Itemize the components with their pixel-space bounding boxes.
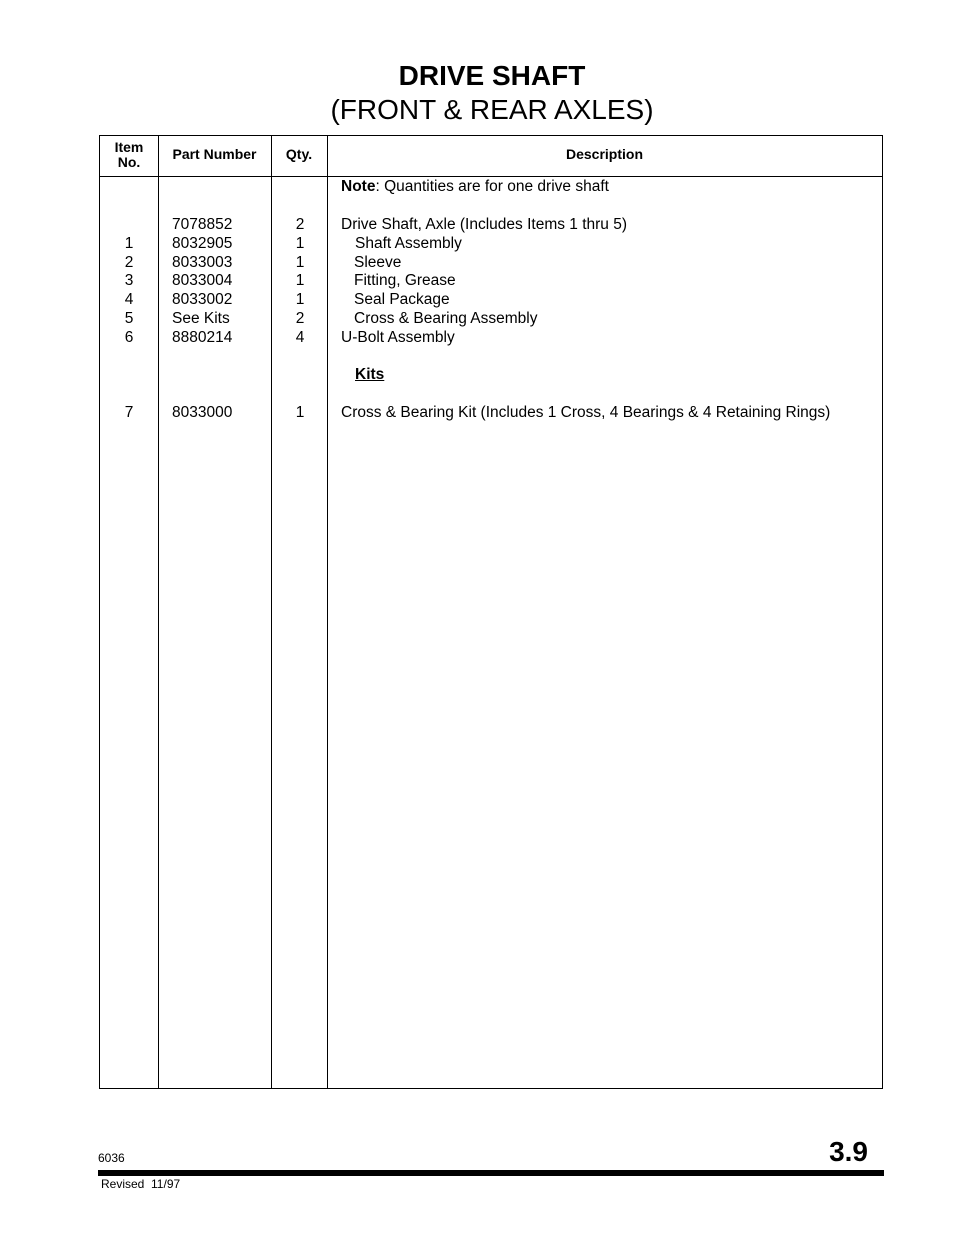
header-divider: [100, 176, 882, 177]
row-description: Sleeve: [354, 253, 402, 271]
row-qty: 1: [295, 234, 305, 252]
row-description: Seal Package: [354, 291, 450, 309]
column-divider: [158, 136, 159, 1088]
row-item-no: 6: [124, 328, 134, 346]
row-qty: 1: [295, 272, 305, 290]
row-item-no: 2: [124, 253, 134, 271]
row-part-number: See Kits: [172, 310, 230, 327]
kit-row-qty: 1: [295, 403, 305, 421]
row-part-number: 8033004: [172, 272, 233, 290]
note-label: Note: [341, 178, 376, 195]
row-item-no: 4: [124, 291, 134, 309]
header-qty: Qty.: [285, 146, 313, 162]
header-item-line2: No.: [117, 154, 141, 170]
row-description: Drive Shaft, Axle (Includes Items 1 thru 5): [341, 216, 628, 233]
note-text: : Quantities are for one drive shaft: [375, 178, 609, 195]
row-qty: 2: [295, 310, 305, 327]
row-qty: 2: [295, 216, 305, 233]
row-qty: 1: [295, 253, 305, 271]
page-title: DRIVE SHAFT: [398, 60, 586, 91]
note-line: [341, 178, 609, 197]
page-subtitle: (FRONT & REAR AXLES): [330, 94, 654, 125]
parts-table: [99, 135, 883, 1089]
footer-rule: [98, 1170, 884, 1176]
header-item-line1: Item: [114, 139, 144, 155]
row-part-number: 8880214: [172, 328, 233, 346]
row-item-no: 1: [124, 234, 134, 252]
kit-row-description: Cross & Bearing Kit (Includes 1 Cross, 4 Bearings & 4 Retaining Rings): [341, 403, 831, 421]
row-part-number: 8032905: [172, 234, 233, 252]
document-code: 6036: [98, 1151, 125, 1165]
row-description: Shaft Assembly: [355, 234, 462, 252]
kits-heading: Kits: [355, 366, 385, 383]
row-part-number: 8033002: [172, 291, 233, 309]
page-number: 3.9: [829, 1136, 868, 1167]
header-item-no: [100, 140, 158, 170]
revised-date: Revised 11/97: [101, 1177, 181, 1191]
row-part-number: 7078852: [172, 216, 233, 233]
row-qty: 1: [295, 291, 305, 309]
row-item-no: 5: [124, 310, 134, 327]
kit-row-part-number: 8033000: [172, 403, 233, 421]
row-qty: 4: [295, 328, 305, 346]
kit-row-item-no: 7: [124, 403, 134, 421]
row-description: U-Bolt Assembly: [341, 328, 455, 346]
header-part-number: Part Number: [172, 146, 257, 162]
row-item-no: 3: [124, 272, 134, 290]
row-part-number: 8033003: [172, 253, 233, 271]
row-description: Fitting, Grease: [354, 272, 456, 290]
header-description: Description: [565, 146, 643, 162]
row-description: Cross & Bearing Assembly: [354, 310, 538, 327]
